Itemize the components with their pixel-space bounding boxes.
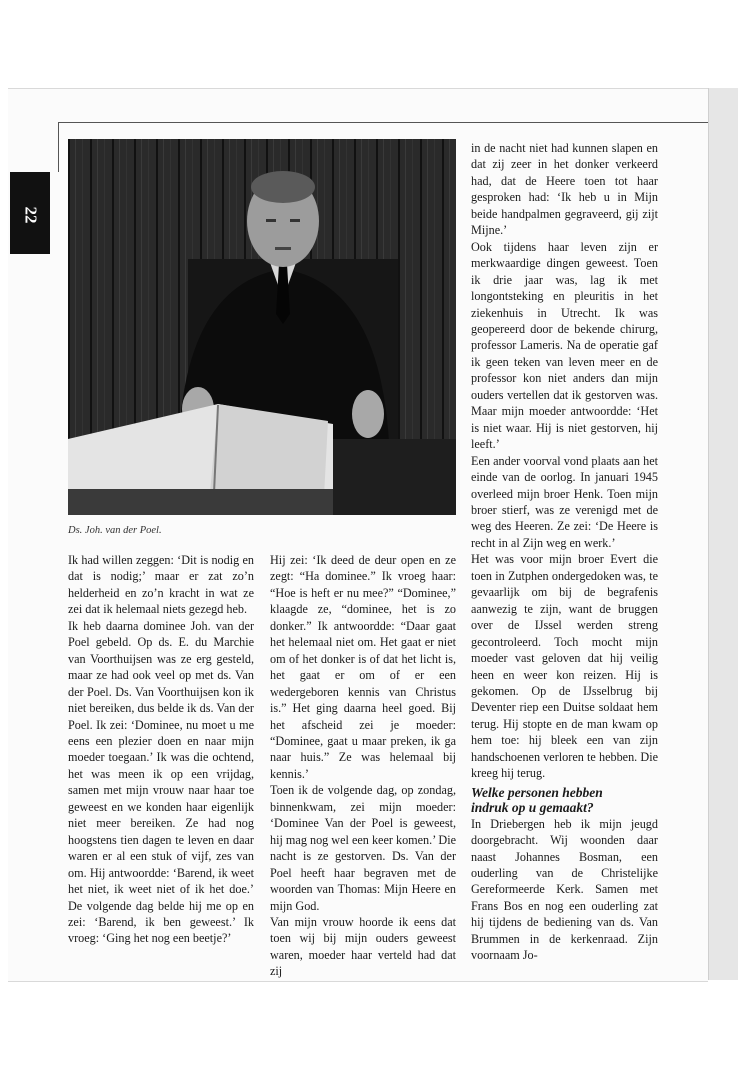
frame-rule-top: [58, 122, 708, 123]
section-heading: [471, 785, 658, 816]
paragraph: Een ander voorval vond plaats aan het einde van de oorlog. In januari 1945 overleed mijn broer Henk. Toen mijn broer stierf, was ze verenigd met de weg des Heeren. Ze zei: ‘De Heere is recht in al Zijn weg en werk.’: [471, 453, 658, 550]
paragraph: Toen ik de volgende dag, op zondag, binnenkwam, zei mijn moeder: ‘Dominee Van der Poel is geweest, hij mag nog wel een keer komen.’ Die nacht is ze gestorven. Ds. Van der Poel heeft haar begraven met de woorden van Thomas: Mijn Heere en mijn God.: [270, 783, 456, 913]
text-column-1: [68, 552, 254, 947]
paragraph: Van mijn vrouw hoorde ik eens dat toen wij bij mijn ouders geweest waren, moeder haar verteld had dat zij: [270, 914, 456, 979]
text-column-3: [471, 140, 658, 964]
portrait-photo: [68, 139, 456, 515]
page-number: 22: [21, 206, 41, 224]
paragraph: Het was voor mijn broer Evert die toen in Zutphen ondergedoken was, te gevaarlijk om bij de begrafenis aanwezig te zijn, want de bruggen over de IJssel werden streng gecontroleerd. Toch mocht mijn moeder vast geloven dat hij veilig heen en weer kon reizen. Hij is gekomen. Op de IJsselbrug bij Deventer riep een Duitse soldaat hem terug. Hij stopte en de man kwam op hem toe: hij bleek een van zijn handschoenen verloren te hebben. Die kreeg hij terug.: [471, 552, 658, 781]
text-column-2: [270, 552, 456, 980]
paragraph: Ik heb daarna dominee Joh. van der Poel gebeld. Op ds. E. du Marchie van Voorthuijsen was ze erg gesteld, maar ze had ook veel op met ds. Van der Poel. Ds. Van Voorthuijsen kon ik niet bereiken, dus belde ik ds. Van der Poel. Ik zei: ‘Dominee, nu moet u me eens een plezier doen en naar mijn moeder toegaan.’ Ik was die ochtend, het was meen ik op een vrijdag, samen met mijn vrouw naar haar toe geweest en we konden haar eigenlijk niet meer bereiken. Ze had nog hoogstens tien dagen te leven en daar waren er al een stuk of vijf, zes van om. Hij antwoordde: ‘Barend, ik weet het niet, ik weet niet of ik het doe.’ De volgende dag belde hij me op en zei: ‘Barend, ik ben geweest.’ Ik vroeg: ‘Ging het nog een beetje?’: [68, 618, 254, 946]
paragraph: Ook tijdens haar leven zijn er merkwaardige dingen geweest. Toen ik drie jaar was, lag ik met longontsteking en pleuritis in het ziekenhuis in Utrecht. Ik was geopereerd door de bekende chirurg, professor Lameris. Na de operatie gaf ik geen teken van leven meer en de professor kon niet anders dan mijn ouders vertellen dat ik gestorven was. Maar mijn moeder antwoordde: ‘Het is niet waar. Hij is niet gestorven, hij leeft.’: [471, 239, 658, 452]
portrait-photo-icon: [68, 139, 456, 515]
section-heading-line-2: indruk op u gemaakt?: [471, 800, 594, 816]
paragraph: In Driebergen heb ik mijn jeugd doorgebracht. Wij woonden daar naast Johannes Bosman, een ouderling van de Christelijke Gereformeerde Kerk. Samen met Frans Bos en nog een ouderling zat hij tijdens de bediening van ds. Van Brummen in de kerkenraad. Zijn voornaam Jo-: [471, 816, 658, 963]
section-heading-line-1: Welke personen hebben: [471, 784, 603, 800]
paragraph: in de nacht niet had kunnen slapen en dat zij zeer in het donker verkeerd had, dat de Heere toen tot haar gesproken had: ‘Ik heb u in Mijn beide handpalmen gegraveerd, gij zijt Mijne.’: [471, 141, 658, 238]
photo-caption: Ds. Joh. van der Poel.: [68, 525, 162, 536]
next-page-edge: [708, 88, 738, 980]
paragraph: Hij zei: ‘Ik deed de deur open en ze zegt: “Ha dominee.” Ik vroeg haar: “Hoe is heft er nu mee?” “Dominee,” klaagde ze, “dominee, het is zo donker.” Ik antwoordde: “Daar gaat het helemaal niet om. Het gaat er niet om of het donker is of dat het licht is, het gaat er om of er een wedergeboren kennis van Christus is.” Het ging daarna heel goed. Bij het afscheid zei je moeder: “Dominee, gaat u maar preken, ik ga naar huis.” Ze was helemaal bij kennis.’: [270, 553, 456, 781]
frame-rule-left: [58, 122, 59, 172]
paragraph: Ik had willen zeggen: ‘Dit is nodig en dat is nodig;’ maar er zat zo’n helderheid en zo’n kracht in wat ze zei dat ik helemaal niets gezegd heb.: [68, 553, 254, 617]
